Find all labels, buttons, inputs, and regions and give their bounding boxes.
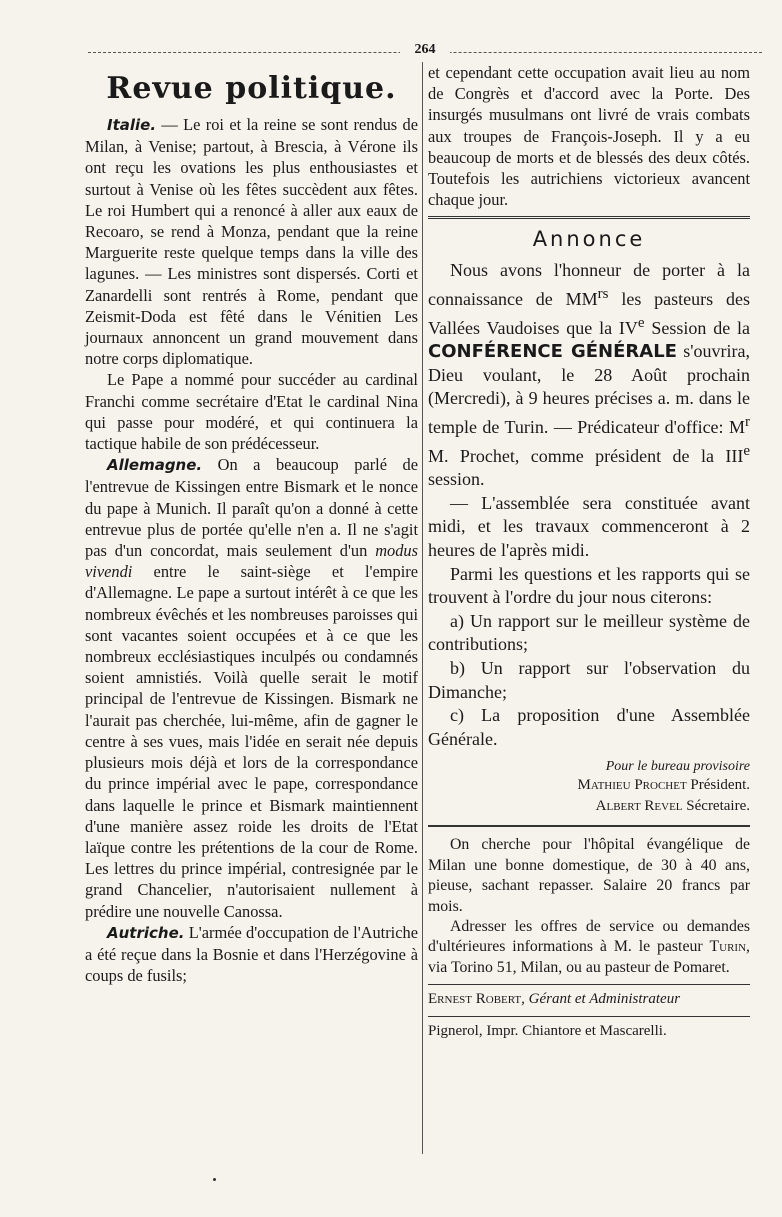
left-column	[85, 62, 418, 986]
section-title: Revue politique.	[106, 71, 397, 106]
footer-imprint: Pignerol, Impr. Chiantore et Mascarelli.	[428, 1023, 667, 1040]
autriche-continuation: et cependant cette occupation avait lieu au nom de Congrès et d'accord avec la Porte. Des insurgés musulmans ont livré de vrais combats aux troupes de François-Joseph. Il y a eu beaucoup de morts et de blessés des deux côtés. Toutefois les autrichiens victorieux avancent chaque jour.	[428, 63, 750, 210]
signature-president: Mathieu Prochet Président.	[577, 777, 750, 794]
signature-secretary: Albert Revel Sécretaire.	[595, 798, 750, 815]
annonce-item-b: b) Un rapport sur l'observation du Dimanche;	[428, 657, 750, 702]
footer-rule-2	[428, 1016, 750, 1017]
ink-speck	[213, 1178, 216, 1181]
annonce-item-c: c) La proposition d'une Assemblée Générale.	[428, 705, 750, 749]
autriche-heading: Autriche.	[107, 923, 185, 942]
column-divider	[422, 62, 423, 1154]
pape-paragraph: Le Pape a nommé pour succéder au cardinal Franchi comme secrétaire d'Etat le cardinal Nina qui passe pour modéré, et qui continuera la tactique habile de son prédécesseur.	[85, 370, 418, 454]
annonce-body	[428, 259, 750, 751]
allemagne-heading: Allemagne.	[107, 456, 203, 475]
annonce-item-a: a) Un rapport sur le meilleur système de contributions;	[428, 610, 750, 655]
footer-gerant: Ernest Robert, Gérant et Administrateur	[428, 991, 681, 1008]
right-column	[428, 62, 750, 1042]
italie-paragraph: Italie. — Le roi et la reine se sont rendus de Milan, à Venise; partout, à Brescia, à Vérone ils ont reçu les ovations les plus enthousiastes et surtout à Venise où les fêtes succèdent aux fêtes. Le roi Humbert qui a renoncé à aller aux eaux de Recoaro, se rend à Monza, pendant que la reine Marguerite reste quelque temps dans la ville des lagunes. — Les ministres sont dispersés. Corti et Zanardelli sont rentrés à Rome, pendant que Zeismit-Doda est fêté dans le Vénitien Les journaux annoncent un grand mouvement dans notre corps diplomatique.	[85, 115, 418, 369]
allemagne-paragraph: Allemagne. On a beaucoup parlé de l'entrevue de Kissingen entre Bismark et le nonce du pape à Munich. Il paraît qu'on a donné à cette entrevue plus de portée qu'elle n'en a. Il ne s'agit pas d'un concordat, mais seulement d'un modus vivendi entre le saint-siège et l'empire d'Allemagne. Le pape a surtout intérêt à ce que les nombreux évêchés et les nombreuses paroisses qui sont vacantes soient occupées et à ce que les nombreux ecclésiastiques inculpés ou condamnés soient amnistiés. Voilà quelle serait le motif principal de l'entrevue de Kissingen. Bismark ne l'aurait pas cherchée, lui-même, afin de gagner le centre à ses vues, mais l'idée en serait née depuis plusieurs mois déjà et lors de la correspondance du prince impérial avec le pape, correspondance dans laquelle le prince et Bismark maintiennent d'une manière assez roide les droits de l'Etat laïque contre les prétentions de la cour de Rome. Les lettres du prince impérial, contresignée par le grand Chancelier, n'autorisaient nullement à prédire une nouvelle Canossa.	[85, 455, 418, 921]
annonce-paragraph-3: Parmi les questions et les rapports qui se trouvent à l'ordre du jour nous citerons:	[428, 563, 750, 608]
section-separator	[428, 216, 750, 219]
notice-paragraph-1: On cherche pour l'hôpital évangélique de Milan une bonne domestique, de 30 à 40 ans, pieuse, sachant repasser. Salaire 20 francs par mois.	[428, 836, 750, 915]
autriche-paragraph: Autriche. L'armée d'occupation de l'Autriche a été reçue dans la Bosnie et dans l'Herzégovine à coups de fusils;	[85, 922, 418, 986]
annonce-title: Annonce	[532, 227, 646, 252]
italie-heading: Italie.	[107, 116, 157, 134]
notice-separator	[428, 825, 750, 827]
annonce-paragraph-2: — L'assemblée sera constituée avant midi, et les travaux commenceront à 2 heures de l'après midi.	[428, 492, 750, 560]
footer-rule	[428, 984, 750, 985]
notice-body	[428, 835, 750, 978]
page-number: 264	[400, 42, 450, 58]
annonce-paragraph-1: Nous avons l'honneur de porter à la connaissance de $MM^{rs}$ les pasteurs des Vallées Vaudoises que la IVe Session de la CONFÉRENCE GÉNÉRALE s'ouvrira, Dieu voulant, le 28 Août prochain (Mercredi), à 9 heures précises a. m. dans le temple de Turin. — Prédicateur d'office: $M^r$ M. Prochet, comme président de la IIIe session.	[428, 260, 750, 490]
signature-intro: Pour le bureau provisoire	[605, 759, 750, 775]
notice-paragraph-2: Adresser les offres de service ou demandes d'ultérieures informations à M. le pasteur Turin, via Torino 51, Milan, ou au pasteur de Pomaret.	[428, 917, 750, 976]
